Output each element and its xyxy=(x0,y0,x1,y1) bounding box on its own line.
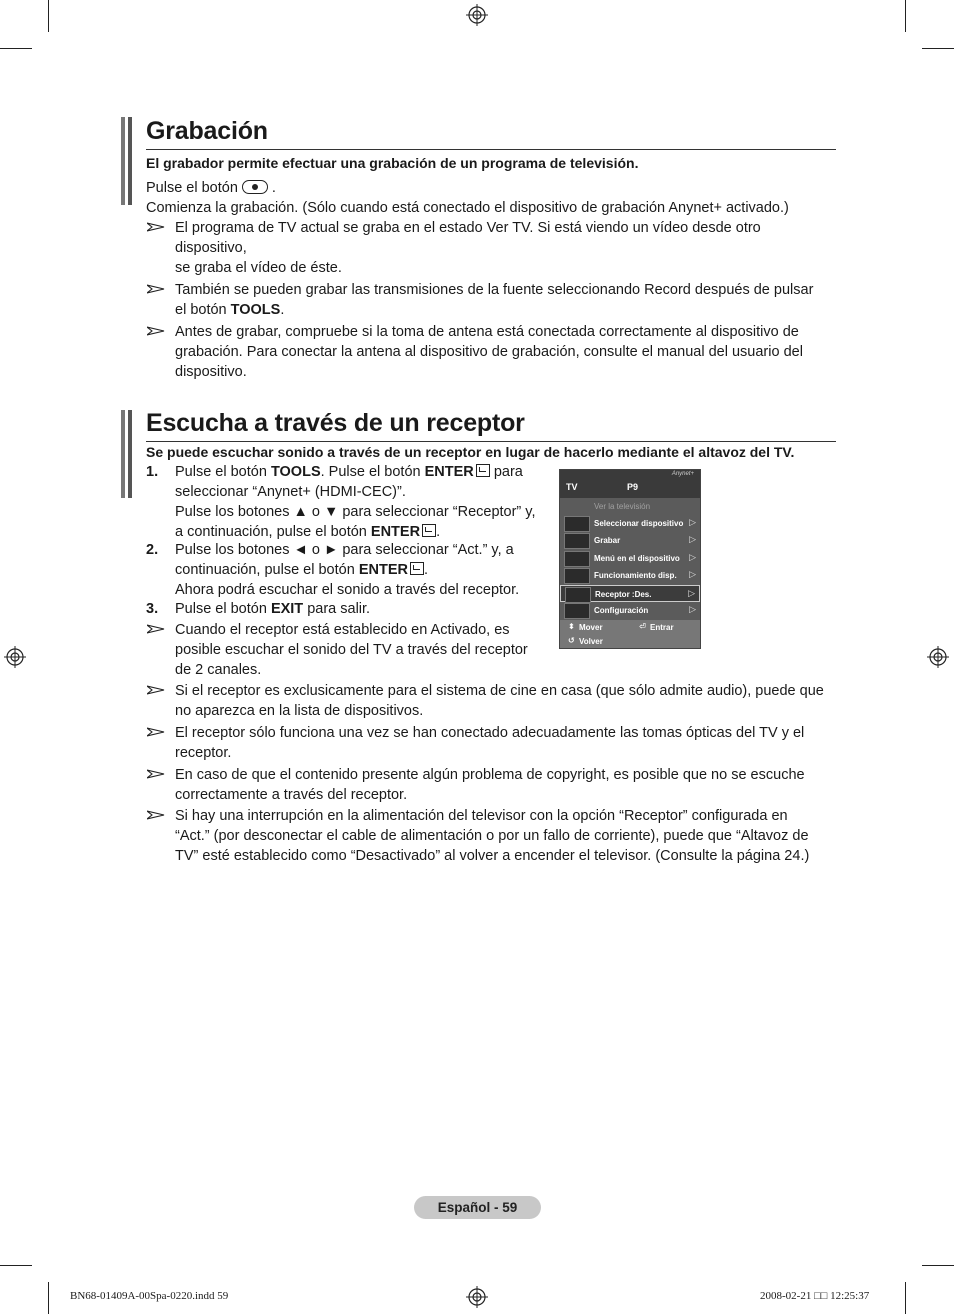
step-number: 1. xyxy=(146,464,159,480)
enter-icon xyxy=(422,524,436,537)
device-icon xyxy=(564,516,590,532)
arrow-right-icon: ▷ xyxy=(689,569,696,579)
anynet-logo: Anynet+ xyxy=(671,471,694,477)
note-text: El programa de TV actual se graba en el estado Ver TV. Si está viendo un vídeo desde otro dispositivo, se graba el vídeo de éste. xyxy=(175,220,761,276)
note-arrow-icon xyxy=(147,222,165,232)
crop-mark xyxy=(48,0,49,32)
osd-item-receptor[interactable]: Receptor :Des. ▷ xyxy=(560,585,700,602)
crop-mark xyxy=(922,48,954,49)
press-record-line: Pulse el botón . xyxy=(146,180,276,196)
crop-mark xyxy=(48,1282,49,1314)
enter-icon xyxy=(410,562,424,575)
note-text: Si el receptor es exclusicamente para el sistema de cine en casa (que sólo admite audio), puede que no aparezca en la lista de dispositivos. xyxy=(175,683,824,719)
note-text: Si hay una interrupción en la alimentación del televisor con la opción “Receptor” configurada en “Act.” (por desconectar el cable de alimentación o por un fallo de corriente), puede que “Altavoz de TV” esté establecido como “Desactivado” al volver a encender el televisor. (Consulte la página 24.) xyxy=(175,808,810,864)
osd-item-menu-dispositivo[interactable]: Menú en el dispositivo ▷ xyxy=(560,550,700,567)
osd-item-configuracion[interactable]: Configuración ▷ xyxy=(560,602,700,619)
note-arrow-icon xyxy=(147,685,165,695)
title-rule xyxy=(146,441,836,442)
arrow-right-icon: ▷ xyxy=(689,552,696,562)
print-footer-file: BN68-01409A-00Spa-0220.indd 59 xyxy=(70,1290,229,1302)
operation-icon xyxy=(564,568,590,584)
note-arrow-icon xyxy=(147,727,165,737)
note-text: Cuando el receptor está establecido en Activado, es posible escuchar el sonido del TV a través del receptor de 2 canales. xyxy=(175,622,528,678)
note-arrow-icon xyxy=(147,326,165,336)
registration-mark-icon xyxy=(466,1286,488,1308)
crop-mark xyxy=(922,1265,954,1266)
section-bar xyxy=(121,117,132,205)
section-bar xyxy=(121,410,132,498)
note-arrow-icon xyxy=(147,769,165,779)
gear-icon xyxy=(564,603,590,619)
record-button-icon xyxy=(242,180,268,194)
note-text: También se pueden grabar las transmisiones de la fuente seleccionando Record después de pulsar el botón TOOLS. xyxy=(175,282,814,318)
record-description: Comienza la grabación. (Sólo cuando está conectado el dispositivo de grabación Anynet+ activado.) xyxy=(146,200,789,216)
crop-mark xyxy=(0,1265,32,1266)
section-lead: Se puede escuchar sonido a través de un receptor en lugar de hacerlo mediante el altavoz del TV. xyxy=(146,444,795,460)
anynet-osd-menu xyxy=(559,469,701,649)
step-number: 2. xyxy=(146,542,159,558)
print-footer-date: 2008-02-21 □□ 12:25:37 xyxy=(760,1290,870,1302)
note-arrow-icon xyxy=(147,810,165,820)
section-lead: El grabador permite efectuar una grabación de un programa de televisión. xyxy=(146,155,639,171)
arrow-right-icon: ▷ xyxy=(689,534,696,544)
osd-source: TV xyxy=(566,482,578,492)
step-number: 3. xyxy=(146,601,159,617)
crop-mark xyxy=(905,1282,906,1314)
step-text: Pulse el botón EXIT para salir. xyxy=(175,601,371,617)
osd-header xyxy=(560,470,700,498)
osd-channel: P9 xyxy=(627,482,639,492)
arrow-right-icon: ▷ xyxy=(689,604,696,614)
step-text: Pulse los botones ◄ o ► para seleccionar “Act.” y, a continuación, pulse el botón ENTER . Ahora podrá escuchar el sonido a través del receptor. xyxy=(175,542,520,598)
crop-mark xyxy=(905,0,906,32)
step-text: Pulse el botón TOOLS. Pulse el botón ENTER para seleccionar “Anynet+ (HDMI-CEC)”. Pulse los botones ▲ o ▼ para seleccionar “Receptor” y, a continuación, pulse el botón ENTER . xyxy=(175,464,536,540)
section-title-receptor: Escucha a través de un receptor xyxy=(146,409,525,437)
registration-mark-icon xyxy=(927,646,949,668)
enter-icon: ⏎ xyxy=(639,622,646,631)
receiver-icon xyxy=(565,587,591,603)
menu-device-icon xyxy=(564,551,590,567)
move-icon: ⬍ xyxy=(568,622,575,631)
osd-item-seleccionar[interactable]: Seleccionar dispositivo ▷ xyxy=(560,515,700,532)
note-text: Antes de grabar, compruebe si la toma de antena está conectada correctamente al dispositivo de grabación. Para conectar la antena al dispositivo de grabación, consulte el manual del usuario del dispositivo. xyxy=(175,324,803,380)
title-rule xyxy=(146,149,836,150)
osd-body xyxy=(560,498,700,620)
note-text: El receptor sólo funciona una vez se han conectado adecuadamente las tomas ópticas del TV y el receptor. xyxy=(175,725,805,761)
page-number-badge: Español - 59 xyxy=(414,1196,541,1219)
osd-item-grabar[interactable]: Grabar ▷ xyxy=(560,532,700,549)
enter-icon xyxy=(476,464,490,477)
recorder-icon xyxy=(564,533,590,549)
note-text: En caso de que el contenido presente algún problema de copyright, es posible que no se escuche correctamente a través del receptor. xyxy=(175,767,805,803)
note-arrow-icon xyxy=(147,284,165,294)
return-icon: ↺ xyxy=(568,636,575,645)
crop-mark xyxy=(0,48,32,49)
osd-footer: ⬍ Mover ⏎ Entrar ↺ Volver xyxy=(560,620,700,648)
note-arrow-icon xyxy=(147,624,165,634)
osd-item-funcionamiento[interactable]: Funcionamiento disp. ▷ xyxy=(560,567,700,584)
section-title-grabacion: Grabación xyxy=(146,117,268,145)
registration-mark-icon xyxy=(4,646,26,668)
registration-mark-icon xyxy=(466,4,488,26)
arrow-right-icon: ▷ xyxy=(688,588,695,598)
osd-item-ver-tv[interactable]: Ver la televisión xyxy=(594,502,651,511)
arrow-right-icon: ▷ xyxy=(689,517,696,527)
